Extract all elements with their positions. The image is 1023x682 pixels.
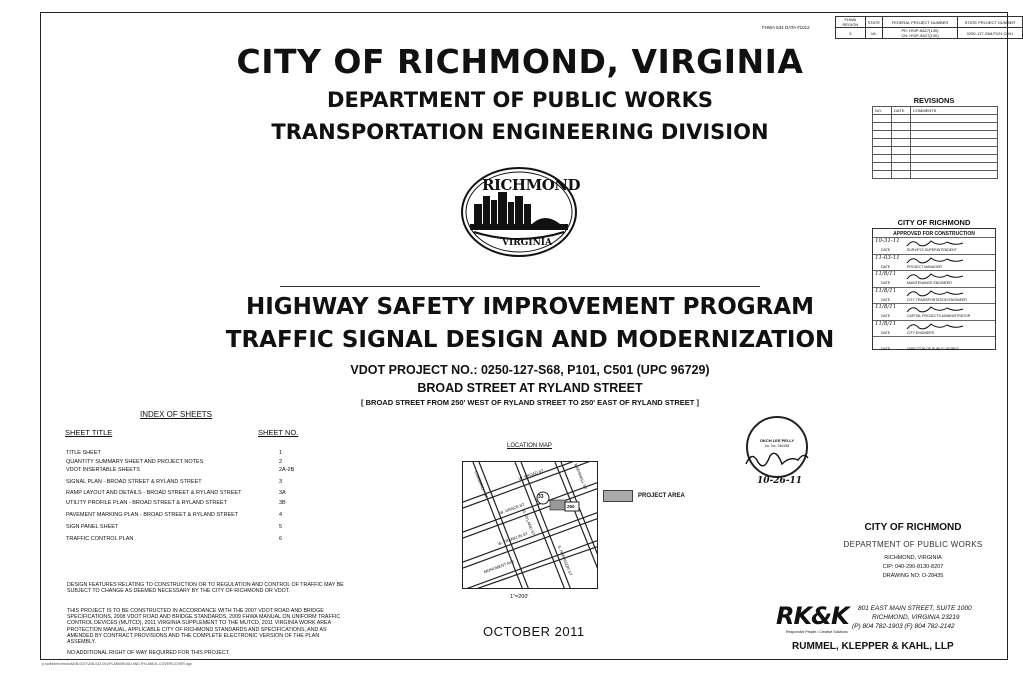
note-1: DESIGN FEATURES RELATING TO CONSTRUCTION OR TO REGULATION AND CONTROL OF TRAFFIC MAY BE SUBJECT TO CHANGE AS DEEMED NECESSARY BY THE CITY OF RICHMOND OR VDOT. (67, 582, 344, 595)
seal-date: 10-26-11 (757, 476, 803, 486)
fhwa-pe: PE: HSIP-5A27(130) (901, 28, 939, 33)
street-label: N. RYLAND ST (521, 508, 537, 537)
firm-address-1: 801 EAST MAIN STREET, SUITE 1000 (858, 605, 972, 612)
index-sheet-no: 3 (279, 479, 283, 485)
city-block-title: CITY OF RICHMOND (864, 522, 962, 533)
approval-row (873, 303, 995, 320)
header-dept: DEPARTMENT OF PUBLIC WORKS (327, 88, 713, 112)
logo-top-text: RICHMOND (482, 176, 580, 194)
approval-signature (905, 271, 975, 281)
fhwa-value: 3 (836, 28, 866, 39)
street-label: LOMBARDY ST (473, 470, 489, 499)
fhwa-header: FEDERAL PROJECT NUMBER (883, 17, 958, 28)
approval-role: CITY ENGINEER (907, 330, 935, 335)
richmond-logo (460, 166, 578, 258)
index-sheet-title: TRAFFIC CONTROL PLAN (66, 536, 134, 542)
index-sheet-title: PAVEMENT MARKING PLAN - BROAD STREET & RYLAND STREET (66, 512, 239, 518)
seal-signature (742, 446, 812, 472)
index-sheet-title: QUANTITY SUMMARY SHEET AND PROJECT NOTES (66, 459, 204, 465)
approval-signature (905, 337, 975, 347)
index-sheet-title: UTILITY PROFILE PLAN - BROAD STREET & RYLAND STREET (66, 500, 228, 506)
approval-date: 10-31-11 (875, 238, 900, 244)
index-sheet-title: SIGNAL PLAN - BROAD STREET & RYLAND STREET (66, 479, 202, 485)
project-extent: [ BROAD STREET FROM 250' WEST OF RYLAND STREET TO 250' EAST OF RYLAND STREET ] (361, 398, 699, 407)
plan-date: OCTOBER 2011 (483, 624, 585, 639)
index-sheet-no: 5 (279, 524, 283, 530)
approval-date: 11/8/11 (875, 287, 897, 294)
approval-signature (905, 304, 975, 314)
map-scale: 1"=200' (510, 594, 529, 600)
seal-name: OKCH LEE PELLY (759, 438, 795, 443)
index-sheet-no: 4 (279, 512, 283, 518)
approval-row (873, 336, 995, 353)
rev-header: COMMENTS (911, 107, 998, 115)
index-sheet-title: VDOT INSERTABLE SHEETS (66, 467, 140, 473)
approval-row (873, 254, 995, 271)
street-label: W. BROAD ST (517, 467, 545, 482)
approval-date: 11/8/11 (875, 271, 897, 277)
fhwa-value: VA. (865, 28, 882, 39)
legend-label: PROJECT AREA (638, 493, 685, 499)
approval-date-label: DATE (881, 297, 891, 302)
rev-header: DATE (892, 107, 911, 115)
street-label: MONUMENT AVE (483, 558, 515, 575)
approval-date: 11-03-11 (875, 254, 900, 261)
approval-role: CITY TRANSPORTATION ENGINEER (907, 297, 967, 302)
approval-signature (905, 321, 975, 331)
fhwa-table (835, 16, 1023, 39)
city-block-drawing: DRAWING NO: O-28435 (882, 573, 944, 579)
approval-role: MAINTENANCE ENGINEER (907, 281, 952, 285)
rev-header: NO. (873, 107, 892, 115)
legend-swatch (603, 490, 633, 502)
approval-box (872, 228, 996, 350)
header-division: TRANSPORTATION ENGINEERING DIVISION (271, 120, 769, 144)
approval-role: CAPITAL PROJECTS ADMINISTRATOR (907, 314, 971, 318)
approval-row (873, 237, 995, 254)
index-sheet-no: 1 (279, 450, 283, 456)
index-sheet-title: TITLE SHEET (66, 450, 101, 456)
index-title: INDEX OF SHEETS (140, 410, 213, 419)
street-label: S. HARRISON ST (556, 544, 574, 577)
firm-tagline: Responsive People • Creative Solutions (786, 630, 848, 634)
firm-phone: (P) 804 782-1903 (F) 804 782-2142 (852, 623, 955, 630)
fhwa-header: STATE PROJECT NUMBER (958, 17, 1023, 28)
approval-date-label: DATE (881, 264, 891, 269)
street-label: W. FRANKLIN ST (497, 530, 529, 547)
note-3: NO ADDITIONAL RIGHT OF WAY REQUIRED FOR THIS PROJECT. (67, 650, 230, 656)
index-sheet-no: 6 (279, 536, 283, 542)
approval-date-label: DATE (881, 314, 891, 318)
index-sheet-no: 3A (279, 490, 286, 496)
fhwa-cn: CN: HSIP-5A27(130) (901, 33, 939, 38)
project-location: BROAD STREET AT RYLAND STREET (417, 381, 643, 395)
seal-license: Lic. No. 046155 (764, 444, 790, 448)
note-2: THIS PROJECT IS TO BE CONSTRUCTED IN ACCORDANCE WITH THE 2007 VDOT ROAD AND BRIDGE SPECIFICATIONS, 2008 VDOT ROAD AND BRIDGE STANDARDS, 2009 FHWA MANUAL ON UNIFORM TRAFFIC CONTROL DEVICES (MUTCD), 2011 VIRGINIA SUPPLEMENT TO THE MUTCD, 2011 VIRGINIA WORK AREA PROTECTION MANUAL, APPLICABLE CITY OF RICHMOND STANDARDS AND SPECIFICATIONS, AND AS AMENDED BY CONTRACT PROVISIONS AND THE COMPLETE ELECTRONIC VERSION OF THE PLAN ASSEMBLY. (67, 608, 341, 646)
approval-signature (905, 255, 975, 265)
index-col-no: SHEET NO. (258, 428, 299, 437)
firm-logo: RK&K (776, 602, 849, 630)
fhwa-header: STATE (865, 17, 882, 28)
approval-date: 11/8/11 (875, 320, 897, 327)
project-title-1: HIGHWAY SAFETY IMPROVEMENT PROGRAM (245, 294, 815, 320)
approval-signature (905, 238, 975, 248)
approval-row (873, 270, 995, 287)
city-block-city: RICHMOND, VIRGINIA (884, 555, 942, 561)
approval-subtitle: APPROVED FOR CONSTRUCTION (893, 231, 975, 237)
index-sheet-title: RAMP LAYOUT AND DETAILS - BROAD STREET & RYLAND STREET (66, 490, 242, 496)
index-sheet-no: 2A-2B (279, 467, 295, 473)
route-shield-33: 33 (538, 494, 544, 500)
city-block-cip: CIP: 040-290-8130-8207 (882, 564, 944, 570)
approval-signature (905, 288, 975, 298)
approval-date-label: DATE (881, 347, 891, 351)
revisions-title: REVISIONS (913, 96, 955, 105)
fhwa-value (883, 28, 958, 39)
approval-date-label: DATE (881, 281, 891, 285)
approval-row (873, 320, 995, 337)
approval-role: SURVEYS SUPERINTENDENT (907, 248, 957, 252)
form-label: FHWA 534 DATA #1012 (762, 25, 810, 30)
index-col-title: SHEET TITLE (65, 428, 113, 437)
revisions-table (872, 106, 998, 179)
index-sheet-no: 2 (279, 459, 283, 465)
firm-address-2: RICHMOND, VIRGINIA 23219 (872, 614, 960, 621)
index-sheet-no: 3B (279, 500, 286, 506)
approval-title: CITY OF RICHMOND (897, 218, 971, 227)
location-map (462, 461, 598, 589)
approval-role: DIRECTOR OF PUBLIC WORKS (907, 347, 959, 351)
logo-bottom-text: VIRGINIA (502, 238, 552, 248)
header-city: CITY OF RICHMOND, VIRGINIA (236, 42, 804, 81)
street-label: W. GRACE ST (498, 501, 526, 516)
project-title-2: TRAFFIC SIGNAL DESIGN AND MODERNIZATION (225, 327, 835, 353)
approval-row (873, 287, 995, 304)
firm-name: RUMMEL, KLEPPER & KAHL, LLP (792, 641, 954, 652)
approval-date: 11/8/11 (875, 304, 897, 310)
location-map-title: LOCATION MAP (507, 443, 552, 449)
street-label: MARSHALL ST (573, 462, 589, 491)
city-block-dept: DEPARTMENT OF PUBLIC WORKS (843, 540, 983, 549)
fhwa-value: 0250-127-S68,P101,C501 (958, 28, 1023, 39)
route-shield-250: 250 (567, 504, 575, 509)
fhwa-header: FHWA REGION (836, 17, 866, 28)
footer-file-path: p:\cofrich\richmond\208-0027\208-032-001\PLAN\BROAD AND RYLAND\1-COVER\COVER.dgn (42, 662, 192, 666)
index-sheet-title: SIGN PANEL SHEET (66, 524, 119, 530)
approval-role: PROJECT MANAGER (907, 264, 942, 269)
vdot-project-no: VDOT PROJECT NO.: 0250-127-S68, P101, C501 (UPC 96729) (350, 363, 710, 377)
divider (280, 286, 760, 287)
approval-date-label: DATE (881, 248, 891, 252)
approval-date-label: DATE (881, 330, 891, 335)
